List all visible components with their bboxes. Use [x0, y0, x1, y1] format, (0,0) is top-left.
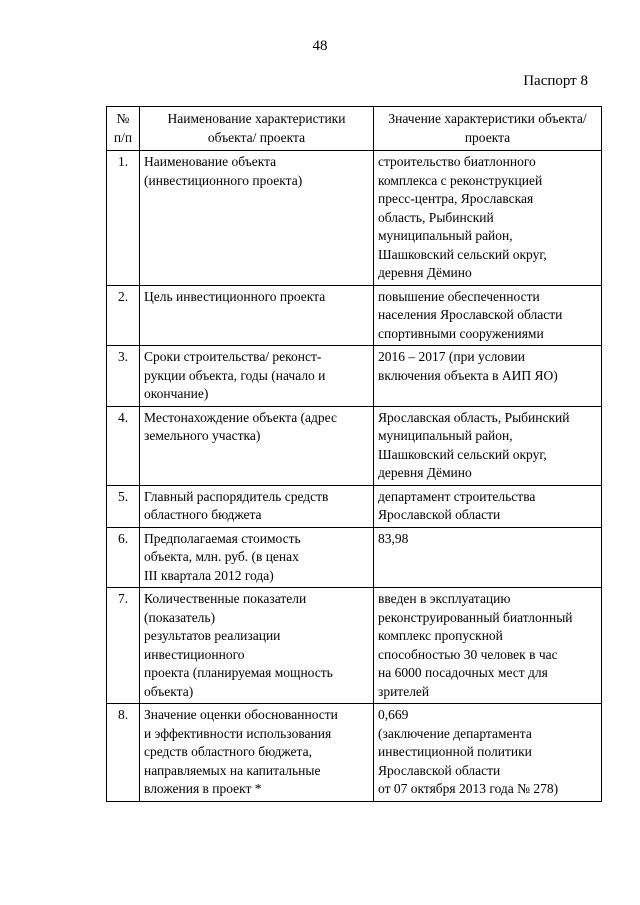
row-value: повышение обеспеченности населения Ярославской области спортивными сооружениями — [374, 285, 602, 346]
table-row — [107, 527, 602, 588]
table-row — [107, 406, 602, 485]
row-value: департамент строительства Ярославской области — [374, 485, 602, 527]
table-row — [107, 285, 602, 346]
row-value: введен в эксплуатацию реконструированный биатлонный комплекс пропускной способностью 30 человек в час на 6000 посадочных мест для зрителей — [374, 588, 602, 704]
row-num: 4. — [107, 406, 140, 485]
passport-table — [106, 106, 602, 802]
table-row — [107, 346, 602, 407]
table-header — [107, 107, 602, 151]
passport-label: Паспорт 8 — [523, 73, 588, 89]
table-row — [107, 588, 602, 704]
row-value: 0,669 (заключение департамента инвестиционной политики Ярославской области от 07 октября 2013 года № 278) — [374, 704, 602, 802]
row-num: 6. — [107, 527, 140, 588]
row-name: Местонахождение объекта (адрес земельного участка) — [140, 406, 374, 485]
page-number: 48 — [312, 38, 328, 54]
row-num: 3. — [107, 346, 140, 407]
header-num: № п/п — [107, 107, 140, 151]
row-num: 8. — [107, 704, 140, 802]
row-value: 2016 – 2017 (при условии включения объекта в АИП ЯО) — [374, 346, 602, 407]
header-value: Значение характеристики объекта/ проекта — [374, 107, 602, 151]
row-name: Цель инвестиционного проекта — [140, 285, 374, 346]
row-value: строительство биатлонного комплекса с реконструкцией пресс-центра, Ярославская область, Рыбинский муниципальный район, Шашковский сельский округ, деревня Дёмино — [374, 151, 602, 286]
row-name: Количественные показатели (показатель) результатов реализации инвестиционного проекта (планируемая мощность объекта) — [140, 588, 374, 704]
row-num: 5. — [107, 485, 140, 527]
header-row — [107, 107, 602, 151]
row-num: 1. — [107, 151, 140, 286]
row-num: 2. — [107, 285, 140, 346]
row-value: Ярославская область, Рыбинский муниципальный район, Шашковский сельский округ, деревня Дёмино — [374, 406, 602, 485]
row-name: Значение оценки обоснованности и эффективности использования средств областного бюджета, направляемых на капитальные вложения в проект * — [140, 704, 374, 802]
row-name: Сроки строительства/ реконст- рукции объекта, годы (начало и окончание) — [140, 346, 374, 407]
row-name: Предполагаемая стоимость объекта, млн. руб. (в ценах III квартала 2012 года) — [140, 527, 374, 588]
row-value: 83,98 — [374, 527, 602, 588]
header-name: Наименование характеристики объекта/ проекта — [140, 107, 374, 151]
row-name: Наименование объекта (инвестиционного проекта) — [140, 151, 374, 286]
row-name: Главный распорядитель средств областного бюджета — [140, 485, 374, 527]
table-row — [107, 151, 602, 286]
table-row — [107, 704, 602, 802]
table-row — [107, 485, 602, 527]
row-num: 7. — [107, 588, 140, 704]
